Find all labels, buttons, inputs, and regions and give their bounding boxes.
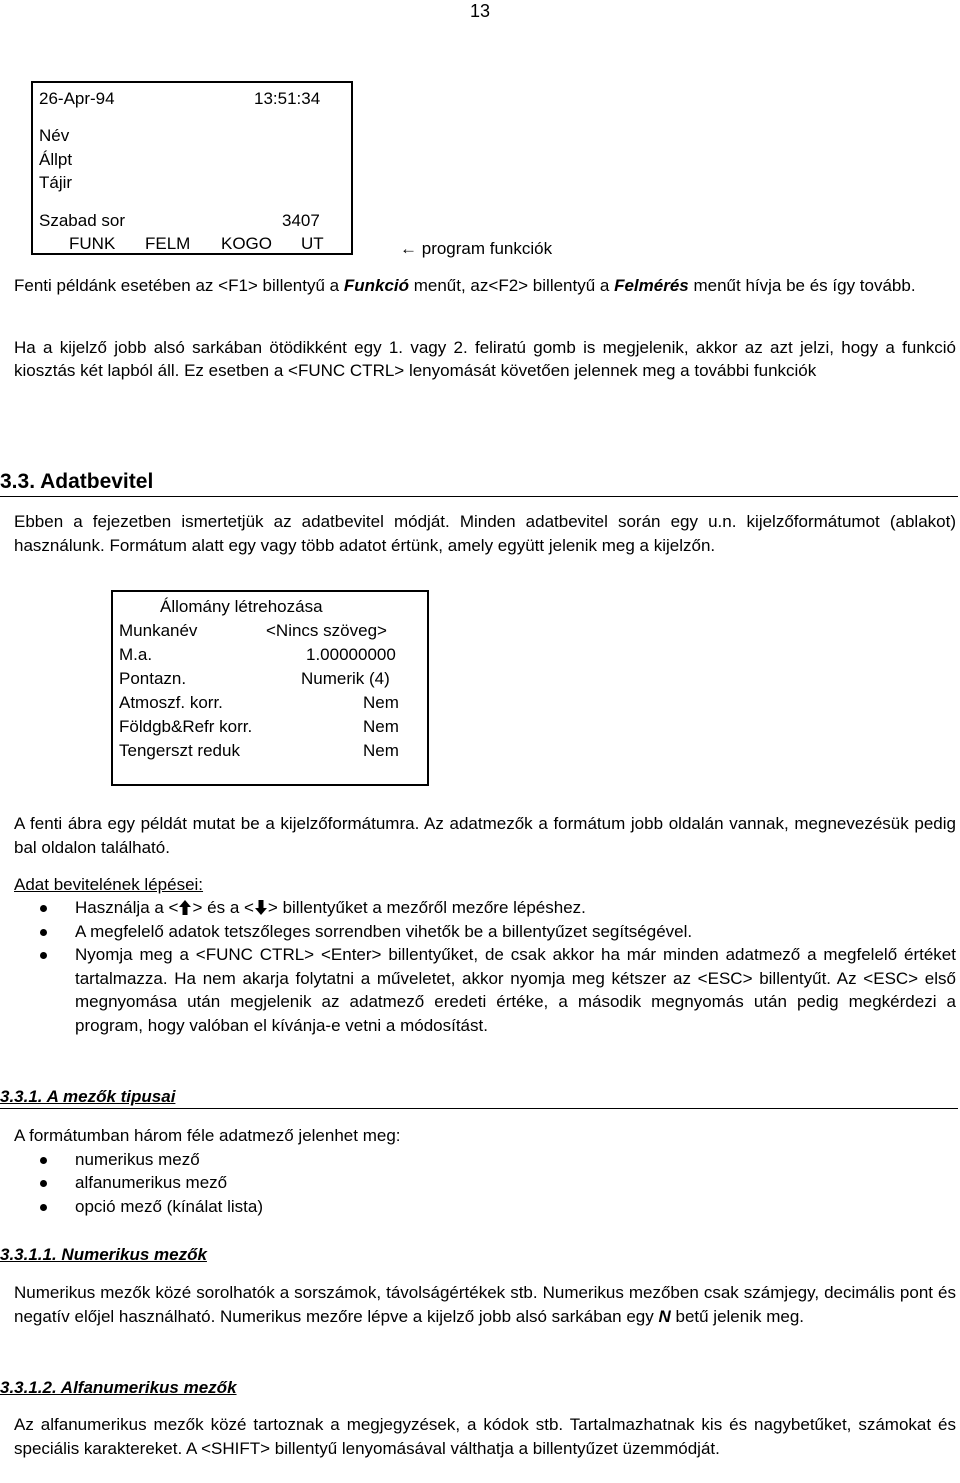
list-item: numerikus mező	[14, 1148, 956, 1172]
screen-line-tajir: Tájir	[39, 173, 73, 192]
bullet-icon	[40, 1157, 47, 1164]
bullet-icon	[40, 929, 47, 936]
paragraph-data-entry-intro: Ebben a fejezetben ismertetjük az adatbevitel módját. Minden adatbevitel során egy u.n. kijelzőformátumot (ablakot) használunk. Formátum alatt egy vagy több adatot értünk, amely együtt jelenik meg a kijelzőn.	[14, 512, 956, 555]
list-item: A megfelelő adatok tetszőleges sorrendben vihetők be a billentyűzet segítségével.	[14, 920, 956, 944]
list-item: Használja a < > és a < > billentyűket a mezőről mezőre lépéshez.	[14, 896, 956, 920]
function-key-felm: FELM	[145, 234, 191, 253]
paragraph-function-keys: Fenti példánk esetében az <F1> billentyű a Funkció menűt, az<F2> billentyű a Felmérés menűt hívja be és így tovább.	[14, 276, 916, 295]
paragraph-field-types-intro: A formátumban három féle adatmező jelenhet meg:	[14, 1126, 401, 1145]
program-functions-note: ← program funkciók	[400, 239, 553, 258]
screen2-value: <Nincs szöveg>	[266, 621, 387, 640]
screen2-label: Földgb&Refr korr.	[119, 717, 253, 736]
display-screen-create-file	[111, 590, 429, 786]
screen2-label: Pontazn.	[119, 669, 187, 688]
screen-line-allpt: Állpt	[39, 150, 73, 169]
screen2-label: Atmoszf. korr.	[119, 693, 223, 712]
list-item: alfanumerikus mező	[14, 1171, 956, 1195]
screen2-label: Munkanév	[119, 621, 198, 640]
screen-free-value: 3407	[282, 211, 320, 230]
screen-free-label: Szabad sor	[39, 211, 125, 230]
paragraph-numeric-fields: Numerikus mezők közé sorolhatók a sorszámok, távolságértékek stb. Numerikus mezőben csak számjegy, decimális pont és negatív előjel használható. Numerikus mezőre lépve a kijelző jobb alsó sarkában egy N betű jelenik meg.	[14, 1283, 956, 1326]
list-item: Nyomja meg a <FUNC CTRL> <Enter> billentyűket, de csak akkor ha már minden adatmező a megfelelő értéket tartalmazza. Ha nem akarja folytatni a műveletet, akkor nyomja meg kétszer az <ESC> billentyűt. Az <ESC> első megnyomása után megjelenik az adatmező eredeti értéke, a második megnyomás után pedig megkérdezi a program, hogy valóban el kívánja-e vetni a módosítást.	[14, 943, 956, 1037]
display-screen-main	[31, 81, 353, 255]
arrow-up-icon	[178, 899, 192, 916]
subsection-title-numeric: 3.3.1.1. Numerikus mezők	[0, 1245, 207, 1264]
paragraph-alphanumeric-fields: Az alfanumerikus mezők közé tartoznak a megjegyzések, a kódok stb. Tartalmazhatnak kis és nagybetűket, számokat és speciális karaktereket. A <SHIFT> billentyű lenyomásával válthatja a billentyűzet üzemmódját.	[14, 1415, 956, 1458]
arrow-down-icon	[254, 899, 268, 916]
steps-heading: Adat bevitelének lépései:	[14, 875, 204, 894]
screen2-value: Numerik (4)	[301, 669, 390, 688]
left-arrow-icon: ←	[400, 239, 417, 258]
subsection-title-field-types: 3.3.1. A mezők tipusai	[0, 1086, 958, 1109]
paragraph-two-pages: Ha a kijelző jobb alsó sarkában ötödikként egy 1. vagy 2. feliratú gomb is megjelenik, akkor az azt jelzi, hogy a funkció kiosztás két lapból áll. Ez esetben a <FUNC CTRL> lenyomását követően jelennek meg a további funkciók	[14, 338, 956, 380]
section-title: 3.3. Adatbevitel	[0, 468, 958, 497]
screen2-value: Nem	[363, 693, 399, 712]
screen2-value: Nem	[363, 741, 399, 760]
subsection-title-alphanumeric: 3.3.1.2. Alfanumerikus mezők	[0, 1378, 237, 1397]
list-item: opció mező (kínálat lista)	[14, 1195, 956, 1219]
bullet-icon	[40, 905, 47, 912]
screen2-value: 1.00000000	[306, 645, 396, 664]
bullet-icon	[40, 1180, 47, 1187]
screen2-title: Állomány létrehozása	[160, 597, 323, 616]
function-key-ut: UT	[301, 234, 324, 253]
function-key-kogo: KOGO	[221, 234, 273, 253]
screen-line-nev: Név	[39, 126, 70, 145]
screen2-label: Tengerszt reduk	[119, 741, 240, 760]
bullet-icon	[40, 1204, 47, 1211]
bullet-icon	[40, 952, 47, 959]
function-key-funk: FUNK	[69, 234, 116, 253]
screen2-label: M.a.	[119, 645, 153, 664]
screen-time: 13:51:34	[254, 89, 321, 108]
screen2-value: Nem	[363, 717, 399, 736]
paragraph-format-example: A fenti ábra egy példát mutat be a kijelzőformátumra. Az adatmezők a formátum jobb oldalán vannak, megnevezésük pedig bal oldalon található.	[14, 814, 956, 857]
screen-date: 26-Apr-94	[39, 89, 115, 108]
page-number: 13	[469, 1, 491, 21]
